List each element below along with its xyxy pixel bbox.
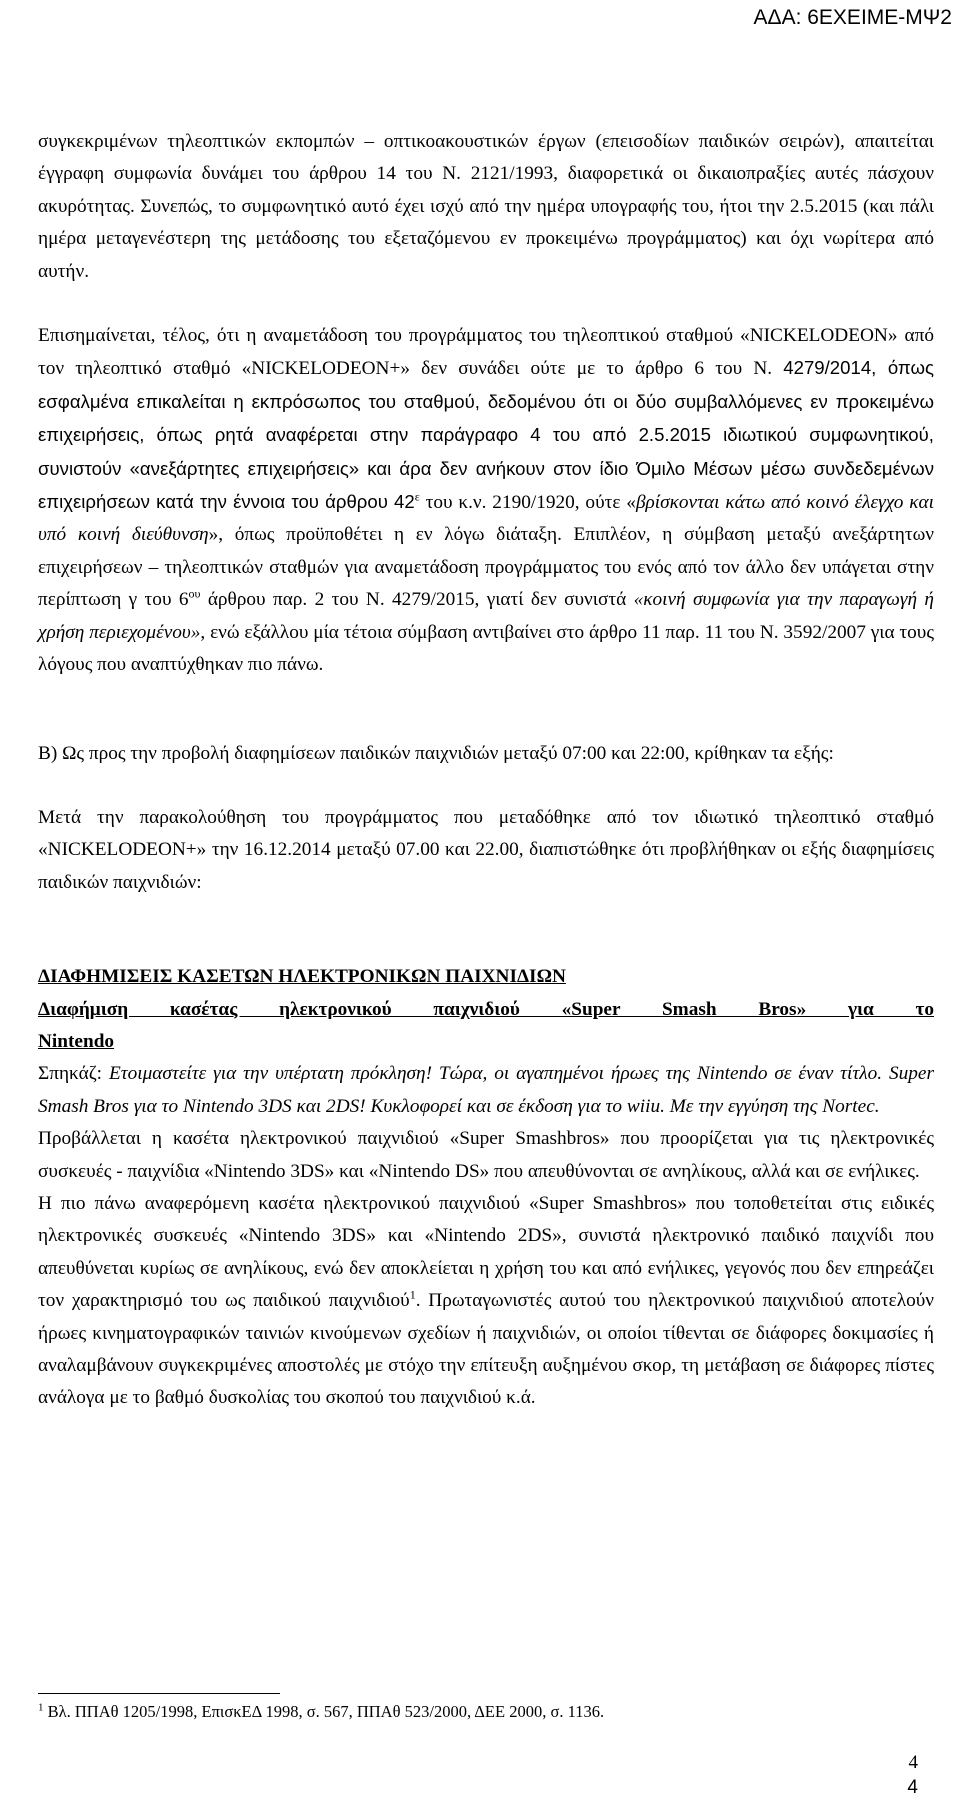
ad-subheading-nintendo: Nintendo [38, 1030, 115, 1052]
page-number-footer: 4 [907, 1777, 918, 1798]
document-body [38, 126, 934, 1415]
footnote: $^1$ Βλ. ΠΠΑθ 1205/1998, ΕπισκΕΔ 1998, σ. 567, ΠΠΑθ 523/2000, ΔΕΕ 2000, σ. 1136. [38, 1701, 605, 1721]
paragraph-children-toy: Η πιο πάνω αναφερόμενη κασέτα ηλεκτρονικού παιχνιδιού «Super Smashbros» που τοποθετείται στις ειδικές ηλεκτρονικές συσκευές «Nintendo 3DS» και «Nintendo 2DS», συνιστά ηλεκτρονικό παιδικό παιχνίδι που απευθύνεται κυρίως σε ανηλίκους, ενώ δεν αποκλείεται η χρήση του και από ενήλικες, γεγονός που δεν επηρεάζει τον χαρακτηρισμό του ως παιδικού παιχνιδιού$^1$. Πρωταγωνιστές αυτού του ηλεκτρονικού παιχνιδιού αποτελούν ήρωες κινηματογραφικών ταινιών κινούμενων σχεδίων ή παιχνιδιών, οι οποίοι τίθενται σε διάφορες δοκιμασίες ή αναλαμβάνουν συγκεκριμένες αποστολές με στόχο την επίτευξη αυξημένου σκορ, τη μετάβαση σε διάφορες πίστες ανάλογα με το βαθμό δυσκολίας του σκοπού του παιχνιδιού κ.ά. [38, 1192, 934, 1409]
footnote-reference: 1 [409, 1287, 416, 1302]
footnote-separator [38, 1693, 280, 1694]
ad-spot-text: Σπηκάζ: Ετοιμαστείτε για την υπέρτατη πρόκληση! Τώρα, οι αγαπημένοι ήρωες της Nintendo σε έναν τίτλο. Super Smash Bros για το Nintendo 3DS και 2DS! Κυκλοφορεί και σε έκδοση για το wiiu. Με την εγγύηση της Nortec. [38, 1063, 934, 1117]
paragraph-retransmission: Επισημαίνεται, τέλος, ότι η αναμετάδοση του προγράμματος του τηλεοπτικού σταθμού «NICKELODEON» από τον τηλεοπτικό σταθμό «NICKELODEON+» δεν συνάδει ούτε με το άρθρο 6 του Ν. 4279/2014, όπως εσφαλμένα επικαλείται η εκπρόσωπος του σταθμού, δεδομένου ότι οι δύο συμβαλλόμενες εν προκειμένω επιχειρήσεις, όπως ρητά αναφέρεται στην παράγραφο 4 του από 2.5.2015 ιδιωτικού συμφωνητικού, συνιστούν «ανεξάρτητες επιχειρήσεις» και άρα δεν ανήκουν στον ίδιο Όμιλο Μέσων μέσω συνδεδεμένων επιχειρήσεων κατά την έννοια του άρθρου $42^\varepsilon$ του κ.ν. 2190/1920, ούτε «βρίσκονται κάτω από κοινό έλεγχο και υπό κοινή διεύθυνση», όπως προϋποθέτει η εν λόγω διάταξη. Επιπλέον, η σύμβαση μεταξύ ανεξάρτητων επιχειρήσεων – τηλεοπτικών σταθμών για αναμετάδοση προγράμματος του ενός από τον άλλο δεν υπάγεται στην περίπτωση γ του $6^{o\upsilon}$ άρθρου παρ. 2 του Ν. 4279/2015, γιατί δεν συνιστά «κοινή συμφωνία για την παραγωγή ή χρήση περιεχομένου», ενώ εξάλλου μία τέτοια σύμβαση αντιβαίνει στο άρθρο 11 παρ. 11 του Ν. 3592/2007 για τους λόγους που αναπτύχθηκαν πιο πάνω. [38, 325, 934, 676]
paragraph-contract-validity: συγκεκριμένων τηλεοπτικών εκπομπών – οπτικοακουστικών έργων (επεισοδίων παιδικών σειρών), απαιτείται έγγραφη συμφωνία δυνάμει του άρθρου 14 του Ν. 2121/1993, διαφορετικά οι δικαιοπραξίες αυτές πάσχουν ακυρότητας. Συνεπώς, το συμφωνητικό αυτό έχει ισχύ από την ημέρα υπογραφής του, ήτοι την 2.5.2015 (και πάλι ημέρα μεταγενέστερη της μετάδοσης του εξεταζόμενου εν προκειμένω προγράμματος) και όχι νωρίτερα από αυτήν. [38, 131, 934, 282]
section-b-intro: Β) Ως προς την προβολή διαφημίσεων παιδικών παιχνιδιών μεταξύ 07:00 και 22:00, κρίθηκαν τα εξής: [38, 742, 834, 764]
page-number: 4 [908, 1752, 918, 1773]
ada-header: ΑΔΑ: 6ΕΧΕΙΜΕ-ΜΨ2 [753, 6, 952, 29]
ads-section-heading: ΔΙΑΦΗΜΙΣΕΙΣ ΚΑΣΕΤΩΝ ΗΛΕΚΤΡΟΝΙΚΩΝ ΠΑΙΧΝΙΔΙΩΝ [38, 966, 566, 988]
section-b-monitoring: Μετά την παρακολούθηση του προγράμματος που μεταδόθηκε από τον ιδιωτικό τηλεοπτικό σταθμό «NICKELODEON+» την 16.12.2014 μεταξύ 07.00 και 22.00, διαπιστώθηκε ότι προβλήθηκαν οι εξής διαφημίσεις παιδικών παιχνιδιών: [38, 806, 934, 893]
paragraph-cassette-description: Προβάλλεται η κασέτα ηλεκτρονικού παιχνιδιού «Super Smashbros» που προορίζεται για τις ηλεκτρονικές συσκευές - παιχνίδια «Nintendo 3DS» και «Nintendo DS» που απευθύνονται σε ανηλίκους, αλλά και σε ενήλικες. [38, 1128, 934, 1182]
ad-subheading: Διαφήμιση κασέτας ηλεκτρονικού παιχνιδιού «Super Smash Bros» για το [38, 998, 934, 1020]
